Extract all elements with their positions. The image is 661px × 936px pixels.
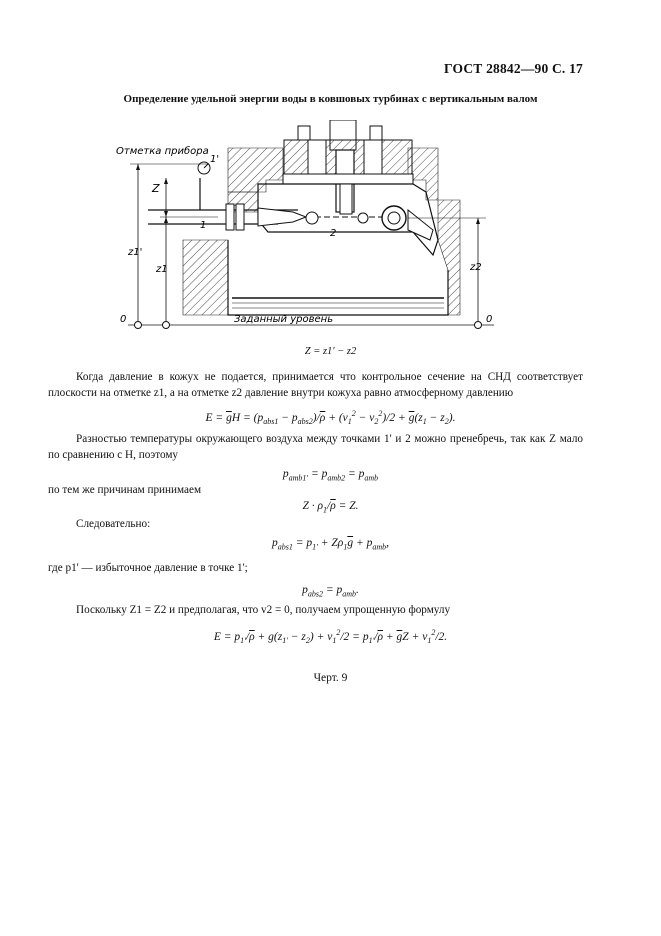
label-z2: z2 bbox=[470, 262, 482, 273]
label-given-level: Заданный уровень bbox=[234, 314, 334, 325]
label-z1prime: z1' bbox=[128, 247, 143, 258]
paragraph-5: где p1' — избыточное давление в точке 1'; bbox=[48, 562, 248, 574]
formula-pabs1: $p_{abs1} = p_{1'} + Z\rho_1\overline{g} + p_{amb}$, bbox=[272, 537, 389, 552]
label-2: 2 bbox=[330, 228, 337, 239]
runner bbox=[306, 206, 433, 240]
paragraph-1: Когда давление в кожух не подается, принимается что контрольное сечение на СНД соответствует плоскости на отметке z1, а на отметке z2 давление внутри кожуха равно атмосферному давлению bbox=[48, 371, 583, 399]
formula-simplified: $E = p_{1'}/\overline{\rho} + g(z_{1'} - z_2) + v_1^2/2 = p_{1'}/\overline{\rho} + \overline{g}Z + v_1^2/2$. bbox=[213, 628, 448, 646]
paragraph-4: Следовательно: bbox=[76, 518, 151, 530]
section-title: Определение удельной энергии воды в ковшовых турбинах с вертикальным валом bbox=[123, 93, 538, 105]
turbine-diagram bbox=[108, 120, 508, 346]
formula-density: $Z \cdot \rho_1/\overline{\rho} = Z$. bbox=[302, 500, 359, 515]
paragraph-2: Разностью температуры окружающего воздуха между точками 1' и 2 можно пренебречь, так как Z мало по сравнению с H, поэтому bbox=[48, 433, 583, 461]
formula-pabs2: $p_{abs2} = p_{amb}$. bbox=[302, 584, 359, 599]
formula-ambient: $p_{amb1'} = p_{amb2} = p_{amb}$ bbox=[282, 468, 379, 483]
page-header: ГОСТ 28842—90 С. 17 bbox=[444, 61, 583, 76]
label-0-left: 0 bbox=[120, 314, 127, 325]
label-0-right: 0 bbox=[486, 314, 493, 325]
paragraph-6: Поскольку Z1 = Z2 и предполагая, что v2 = 0, получаем упрощенную формулу bbox=[76, 604, 451, 616]
figure-formula: Z = z1' − z2 bbox=[304, 346, 357, 357]
paragraph-3: по тем же причинам принимаем bbox=[48, 484, 202, 496]
label-1: 1 bbox=[200, 220, 207, 231]
figure-caption: Черт. 9 bbox=[313, 672, 348, 684]
pressure-gauge bbox=[198, 162, 210, 210]
label-instrument-mark: Отметка прибора bbox=[116, 146, 209, 157]
label-Z: Z bbox=[152, 182, 160, 195]
formula-energy: $E = \overline{g}H = (p_{abs1} - p_{abs2})/\overline{\rho} + (v_1^2 - v_2^2)/2 + \overline{g}(z_1 - z_2)$. bbox=[205, 409, 456, 427]
label-1prime: 1' bbox=[210, 154, 220, 165]
label-z1: z1 bbox=[156, 264, 168, 275]
